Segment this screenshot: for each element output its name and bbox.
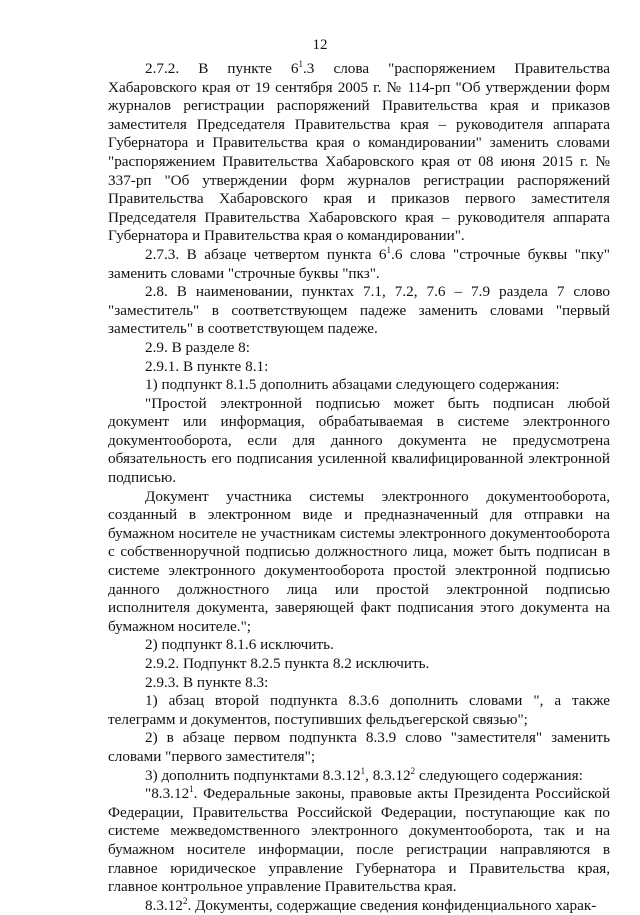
superscript: 2 [410, 765, 416, 776]
paragraph [108, 395, 610, 488]
paragraph-text: .3 слова "распоряжением Правительства Хабаровского края от 19 сентября 2005 г. № 114-рп "Об утверждении форм журналов регистрации распоряжений Правительства края и приказов заместителя Председателя Правительства края – руководителя аппарата Губернатора и Правительства края о командировании" заменить словами "распоряжением Правительства Хабаровского края от 08 июня 2015 г. № 337-рп "Об утверждении форм журналов регистрации распоряжений Правительства Хабаровского края и приказов первого заместителя Председателя Правительства Хабаровского края – руководителя аппарата Губернатора и Правительства края о командировании". [108, 60, 610, 245]
paragraph-text: 2.9.1. В пункте 8.1: [145, 357, 269, 375]
paragraph-text: , 8.3.12 [365, 766, 411, 784]
document-body [108, 60, 610, 915]
paragraph-text: 2) в абзаце первом подпункта 8.3.9 слово "заместителя" заменить словами "первого заместителя"; [108, 729, 610, 765]
paragraph-text: следующего содержания: [415, 766, 583, 784]
superscript: 2 [182, 895, 188, 906]
paragraph-text: 2.8. В наименовании, пунктах 7.1, 7.2, 7.6 – 7.9 раздела 7 слово "заместитель" в соответствующем падеже заменить словами "первый заместитель" в соответствующем падеже. [108, 283, 610, 338]
superscript: 1 [360, 765, 366, 776]
paragraph [108, 655, 610, 674]
paragraph-text: "8.3.12 [145, 785, 190, 803]
paragraph [108, 283, 610, 339]
paragraph-text: 3) дополнить подпунктами 8.3.12 [145, 766, 361, 784]
paragraph [108, 729, 610, 766]
paragraph-text: . Документы, содержащие сведения конфиденциального харак- [187, 896, 597, 914]
paragraph-text: 2.9. В разделе 8: [145, 338, 250, 356]
paragraph-text: 2) подпункт 8.1.6 исключить. [145, 636, 334, 654]
paragraph [108, 785, 610, 897]
paragraph-text: 8.3.12 [145, 896, 183, 914]
paragraph-text: "Простой электронной подписью может быть подписан любой документ или информация, обрабатываемая в системе электронного документооборота, если для данного документа не предусмотрена обязательность его подписания усиленной квалифицированной электронной подписью. [108, 394, 610, 487]
superscript: 1 [189, 784, 194, 795]
paragraph-text: 2.9.3. В пункте 8.3: [145, 673, 269, 691]
paragraph-text: 1) абзац второй подпункта 8.3.6 дополнить словами ", а также телеграмм и документов, поступивших фельдъегерской связью"; [108, 692, 610, 728]
paragraph [108, 767, 610, 786]
page-number: 12 [312, 37, 328, 53]
paragraph-text: 2.9.2. Подпункт 8.2.5 пункта 8.2 исключить. [145, 655, 430, 672]
paragraph-text: 1) подпункт 8.1.5 дополнить абзацами следующего содержания: [145, 376, 560, 394]
paragraph-text: Документ участника системы электронного документооборота, созданный в электронном виде и предназначенный для отправки на бумажном носителе не участникам системы электронного документооборота с собственноручной подписью должностного лица, может быть подписан в системе электронного документооборота простой электронной подписью данного должностного лица или простой электронной подписью исполнителя документа, заверяющей факт подписания этого документа на бумажном носителе."; [108, 487, 610, 635]
paragraph [108, 358, 610, 377]
superscript: 1 [298, 59, 303, 69]
paragraph-text: 2.7.2. В пункте 6 [145, 60, 299, 77]
paragraph [108, 488, 610, 637]
paragraph [108, 674, 610, 693]
paragraph-text: .6 слова "строчные буквы "пку" заменить словами "строчные буквы "пкз". [108, 245, 610, 282]
paragraph [108, 897, 610, 915]
paragraph [108, 246, 610, 283]
paragraph [108, 636, 610, 655]
paragraph [108, 60, 610, 246]
superscript: 1 [386, 244, 392, 255]
paragraph [108, 339, 610, 358]
paragraph [108, 376, 610, 395]
paragraph-text: . Федеральные законы, правовые акты Президента Российской Федерации, Правительства Российской Федерации, поступающие как по системе межведомственного электронного документооборота, так и на бумажном носителе информации, после регистрации направляются в главное юридическое управление Губернатора и Правительства края, главное контрольное управление Правительства края. [108, 785, 610, 896]
paragraph [108, 692, 610, 729]
paragraph-text: 2.7.3. В абзаце четвертом пункта 6 [145, 245, 387, 263]
